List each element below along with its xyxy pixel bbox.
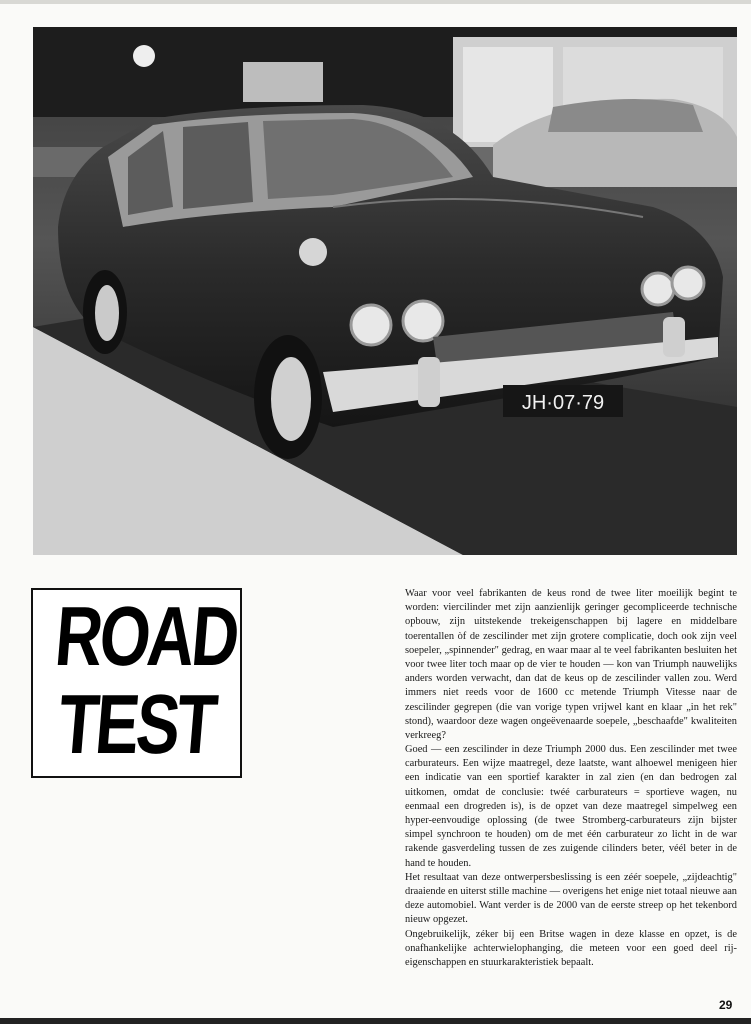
headline-line-2: TEST [55, 677, 218, 771]
headline-line-1: ROAD [51, 589, 241, 683]
page-edge-bottom [0, 1018, 751, 1024]
car-photo-illustration [33, 27, 737, 555]
page-number: 29 [719, 998, 733, 1012]
article-paragraph: Goed — een zescilinder in deze Triumph 2000 dus. Een zescilinder met twee carburateurs. Een wijze maatregel, deze laatste, want alhoewel menigeen hier een indicatie van een sportief karakter in zal zien (en dan bedrogen zal uitkomen, omdat de conclusie: twéé carburateurs = sportieve wagen, nu eenmaal een drogreden is), is de opzet van deze maatregel simpelweg een hyper-eenvoudige oplossing (de twee Stromberg-carburateurs zijn bijster simpel synchroon te houden) om de met één carburateur zo licht in de war rakende gasverdeling tussen de zes zuigende cilinders beter, véél beter in de hand te houden. [405, 744, 737, 869]
article-paragraph: Waar voor veel fabrikanten de keus rond de twee liter moeilijk begint te worden: viercilinder met zijn aanzienlijk geringer gecompliceerde technische opbouw, zijn uitstekende trekeigenschappen bij lagere en middelbare toerentallen òf de zescilinder met zijn grotere complicatie, doch ook zijn veel soepeler, „spinnender" gedrag, en waar maar al te veel fabrikanten besluiten het voor twee liter toch maar op de vier te houden — kon van Triumph nauwelijks anders worden verwacht, dan dat de keus op de zescilinder vallen zou. Werd immers niet reeds voor de 1600 cc metende Triumph Vitesse naar de zescilinder gegrepen (die van vorige typen vrijwel kant en klaar „in het rek" stond), waardoor deze wagen ongeëvenaarde soepele, „beschaafde" kwaliteiten verkreeg? [405, 588, 737, 741]
car-photo [33, 27, 737, 555]
article-paragraph: Ongebruikelijk, zéker bij een Britse wagen in deze klasse en opzet, is de onafhankelijke achterwielophanging, die meteen voor een goed deel rij-eigenschappen en stuurkarakteristiek bepaalt. [405, 928, 737, 968]
road-test-headline [31, 588, 242, 778]
page-edge [0, 0, 751, 4]
article-paragraph: Het resultaat van deze ontwerpersbeslissing is een zéér soepele, „zijdeachtig" draaiende en uiterst stille machine — overigens het enige niet totaal nieuwe aan deze automobiel. Want verder is de 2000 van de eerste streep op het tekenbord nieuw opgezet. [405, 871, 737, 926]
license-plate-text: JH·07·79 [521, 392, 605, 414]
article-body [405, 587, 737, 970]
